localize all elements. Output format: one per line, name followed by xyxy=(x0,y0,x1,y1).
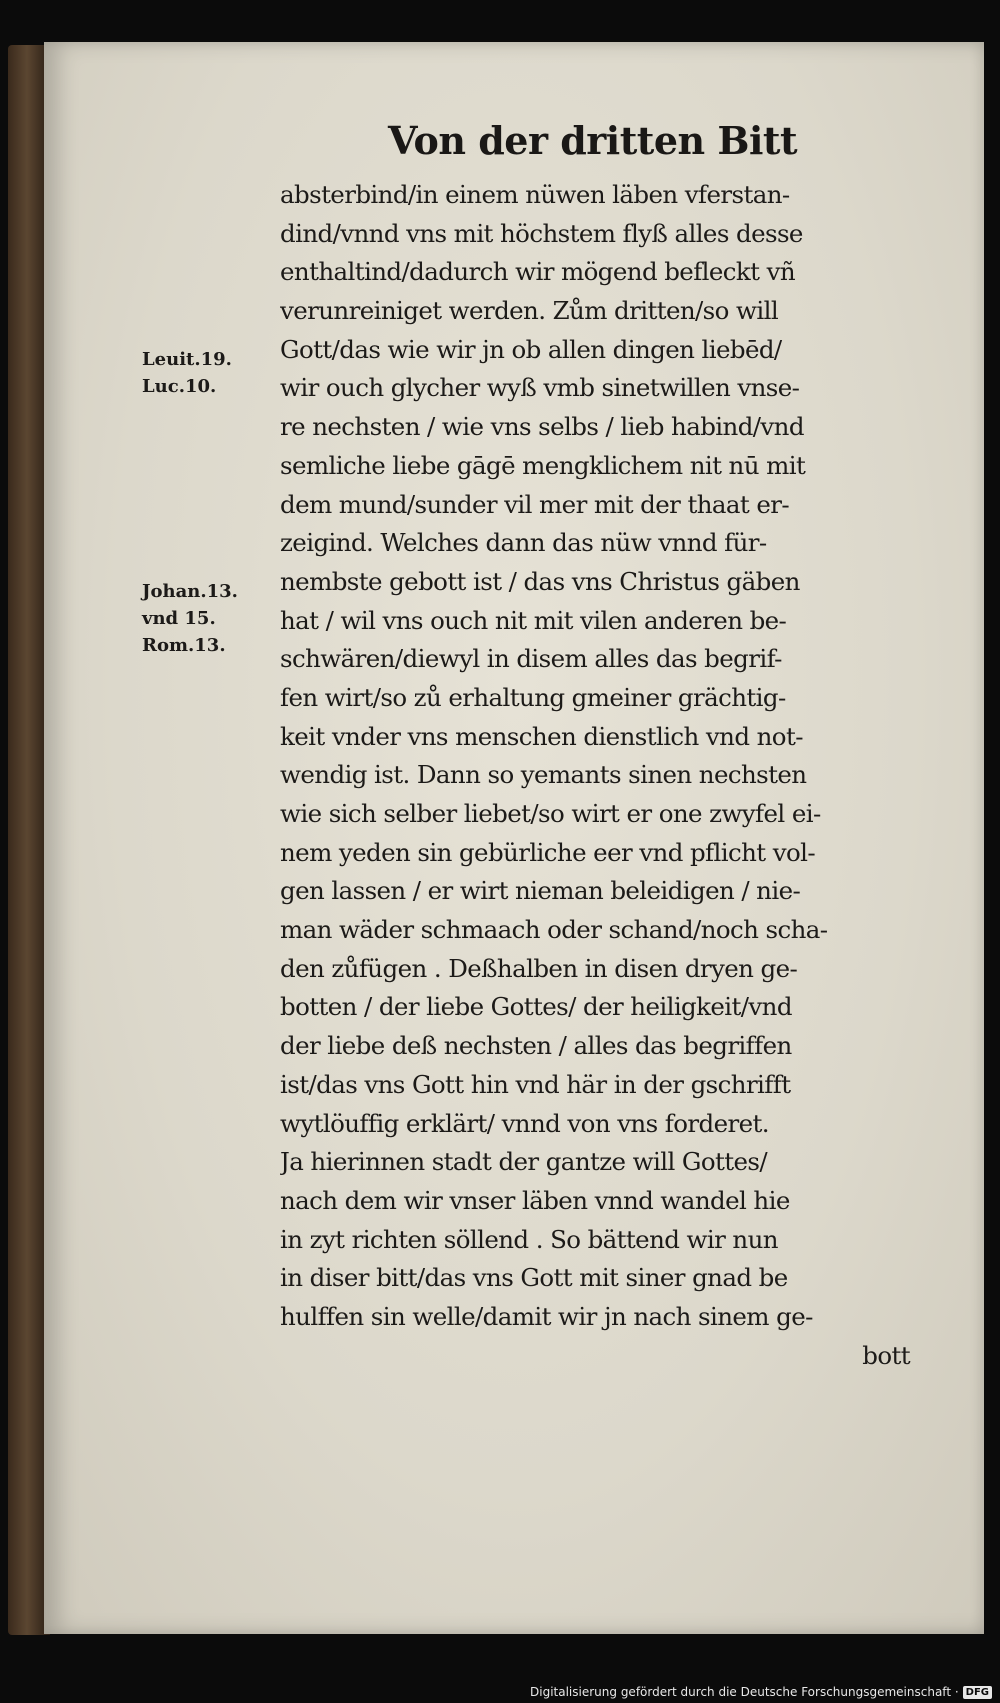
margin-note-line: Rom.13. xyxy=(142,635,226,656)
text-line: hulffen sin welle/damit wir jn nach sinem ge- xyxy=(280,1301,813,1331)
text-line: verunreiniget werden. Zům dritten/so will xyxy=(280,296,779,326)
text-line: dind/vnnd vns mit höchstem flyß alles desse xyxy=(280,218,803,248)
text-line: nach dem wir vnser läben vnnd wandel hie xyxy=(280,1185,790,1215)
digitization-credit xyxy=(530,1685,992,1699)
margin-note-leviticus xyxy=(142,346,232,400)
text-line: schwären/diewyl in disem alles das begrif- xyxy=(280,644,782,674)
text-line: in diser bitt/das vns Gott mit siner gnad be xyxy=(280,1263,788,1293)
text-line: Ja hierinnen stadt der gantze will Gottes/ xyxy=(280,1147,768,1177)
text-line: enthaltind/dadurch wir mögend befleckt vñ xyxy=(280,257,796,287)
credit-text: Digitalisierung gefördert durch die Deutsche Forschungsgemeinschaft · xyxy=(530,1685,959,1699)
body-text xyxy=(280,176,940,1375)
text-line: wie sich selber liebet/so wirt er one zwyfel ei- xyxy=(280,799,821,828)
dfg-logo: DFG xyxy=(963,1686,992,1699)
margin-note-line: Johan.13. xyxy=(142,581,238,602)
text-line: ist/das vns Gott hin vnd här in der gschrifft xyxy=(280,1069,791,1099)
margin-note-line: vnd 15. xyxy=(142,608,216,629)
margin-note-johan xyxy=(142,578,238,659)
text-line: absterbind/in einem nüwen läben vferstan- xyxy=(280,180,790,209)
text-line: botten / der liebe Gottes/ der heiligkeit/vnd xyxy=(280,992,792,1022)
text-line: man wäder schmaach oder schand/noch scha- xyxy=(280,915,828,945)
text-line: in zyt richten söllend . So bättend wir nun xyxy=(280,1224,778,1254)
running-heading: Von der dritten Bitt xyxy=(388,118,798,163)
text-line: gen lassen / er wirt nieman beleidigen / nie- xyxy=(280,876,801,906)
text-line: keit vnder vns menschen dienstlich vnd not- xyxy=(280,721,803,751)
text-line: re nechsten / wie vns selbs / lieb habind/vnd xyxy=(280,412,804,442)
text-line: fen wirt/so zů erhaltung gmeiner grächtig- xyxy=(280,682,786,712)
text-line: dem mund/sunder vil mer mit der thaat er- xyxy=(280,489,790,519)
text-line: nem yeden sin gebürliche eer vnd pflicht vol- xyxy=(280,837,816,867)
catchword: bott xyxy=(862,1340,910,1370)
text-line: hat / wil vns ouch nit mit vilen anderen be- xyxy=(280,605,787,635)
text-line: nembste gebott ist / das vns Christus gäben xyxy=(280,566,800,596)
text-line: den zůfügen . Deßhalben in disen dryen ge- xyxy=(280,953,798,983)
text-line: der liebe deß nechsten / alles das begriffen xyxy=(280,1031,792,1061)
text-line: wytlöuffig erklärt/ vnnd von vns forderet. xyxy=(280,1108,769,1138)
text-line: Gott/das wie wir jn ob allen dingen liebēd/ xyxy=(280,334,782,364)
text-line: semliche liebe gāgē mengklichem nit nū mit xyxy=(280,450,806,480)
margin-note-line: Leuit.19. xyxy=(142,349,232,370)
text-line: wir ouch glycher wyß vmb sinetwillen vnse- xyxy=(280,373,800,403)
margin-note-line: Luc.10. xyxy=(142,376,217,397)
text-line: zeigind. Welches dann das nüw vnnd für- xyxy=(280,528,767,558)
text-line: wendig ist. Dann so yemants sinen nechsten xyxy=(280,760,807,790)
